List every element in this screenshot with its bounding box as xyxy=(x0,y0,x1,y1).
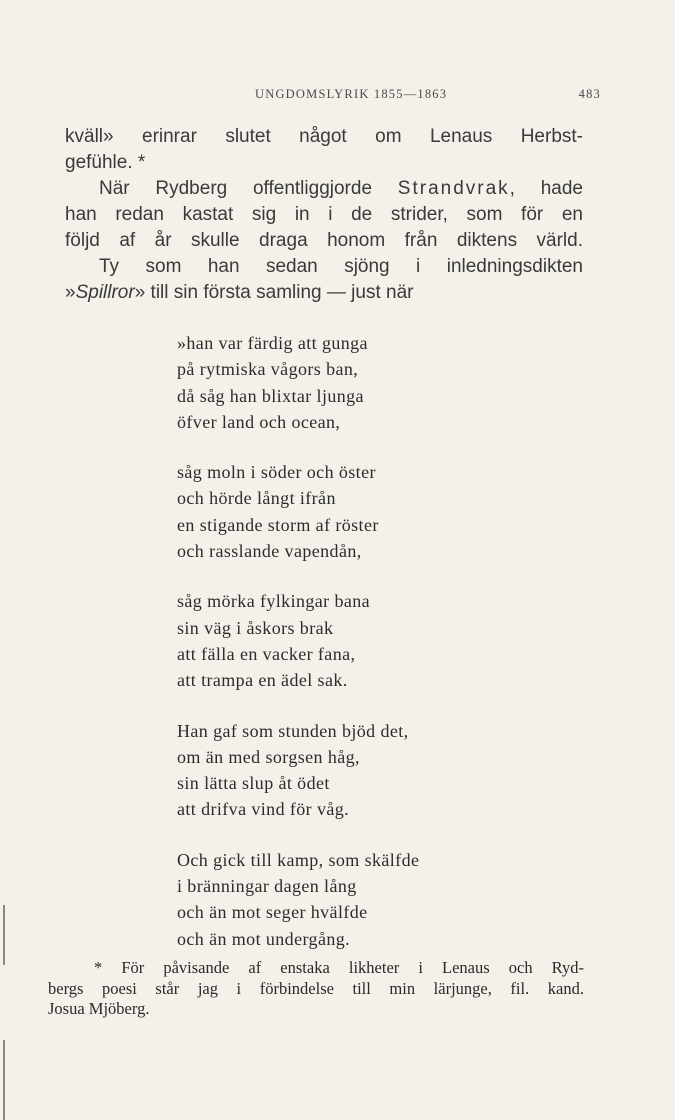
poem-line: att trampa en ädel sak. xyxy=(177,670,348,691)
body-line: kväll» erinrar slutet något om Lenaus Herbst- xyxy=(65,126,583,147)
body-line: följd af år skulle draga honom från diktens värld. xyxy=(65,230,583,251)
scan-edge-mark xyxy=(3,905,5,965)
poem-line: då såg han blixtar ljunga xyxy=(177,385,364,406)
poem-line: och hörde långt ifrån xyxy=(177,488,336,509)
poem-line: och än mot seger hvälfde xyxy=(177,902,368,923)
body-line xyxy=(65,280,583,306)
poem-line: och rasslande vapendån, xyxy=(177,541,362,562)
poem-line: »han var färdig att gunga xyxy=(177,333,368,353)
poem xyxy=(177,330,557,976)
running-head xyxy=(0,87,675,105)
body-paragraphs xyxy=(65,124,583,306)
poem-line: i bränningar dagen lång xyxy=(177,876,357,897)
poem-stanza xyxy=(177,330,557,435)
poem-stanza xyxy=(177,588,557,693)
footnote-line: bergs poesi står jag i förbindelse till min lärjunge, fil. kand. xyxy=(48,978,584,998)
poem-line: att drifva vind för våg. xyxy=(177,799,350,820)
body-line: Ty som han sedan sjöng i inledningsdikten xyxy=(99,256,583,277)
scan-edge-mark xyxy=(3,1040,5,1120)
title-spillror: Spillror xyxy=(75,282,135,303)
poem-line: Och gick till kamp, som skälfde xyxy=(177,849,420,870)
poem-line: på rytmiska vågors ban, xyxy=(177,359,359,380)
body-line xyxy=(65,176,583,202)
poem-stanza xyxy=(177,718,557,823)
poem-line: Han gaf som stunden bjöd det, xyxy=(177,720,409,741)
body-text-run: , hade xyxy=(509,178,583,199)
footnote-line: * För påvisande af enstaka likheter i Lenaus och Ryd- xyxy=(94,958,584,977)
body-text-run: » till sin första samling — just när xyxy=(134,282,414,303)
body-text-run: » xyxy=(65,282,76,303)
poem-line: såg mörka fylkingar bana xyxy=(177,591,371,612)
poem-line: sin lätta slup åt ödet xyxy=(177,773,330,794)
poem-line: sin väg i åskors brak xyxy=(177,617,334,638)
poem-line: att fälla en vacker fana, xyxy=(177,643,356,664)
body-line: han redan kastat sig in i de strider, som för en xyxy=(65,204,583,225)
page-number: 483 xyxy=(578,87,601,101)
body-text-run: När Rydberg offentliggjorde xyxy=(99,178,398,199)
footnote xyxy=(48,958,584,1020)
poem-stanza xyxy=(177,847,557,952)
body-line: gefühle. * xyxy=(65,152,146,173)
poem-line: om än med sorgsen håg, xyxy=(177,746,360,767)
footnote-line: Josua Mjöberg. xyxy=(48,999,150,1018)
poem-line: såg moln i söder och öster xyxy=(177,462,376,483)
running-title: UNGDOMSLYRIK 1855—1863 xyxy=(255,87,448,101)
poem-line: en stigande storm af röster xyxy=(177,514,379,535)
poem-line: och än mot undergång. xyxy=(177,928,351,949)
poem-stanza xyxy=(177,459,557,564)
poem-line: öfver land och ocean, xyxy=(177,411,341,432)
title-strandvrak: Strandvrak xyxy=(397,178,510,199)
